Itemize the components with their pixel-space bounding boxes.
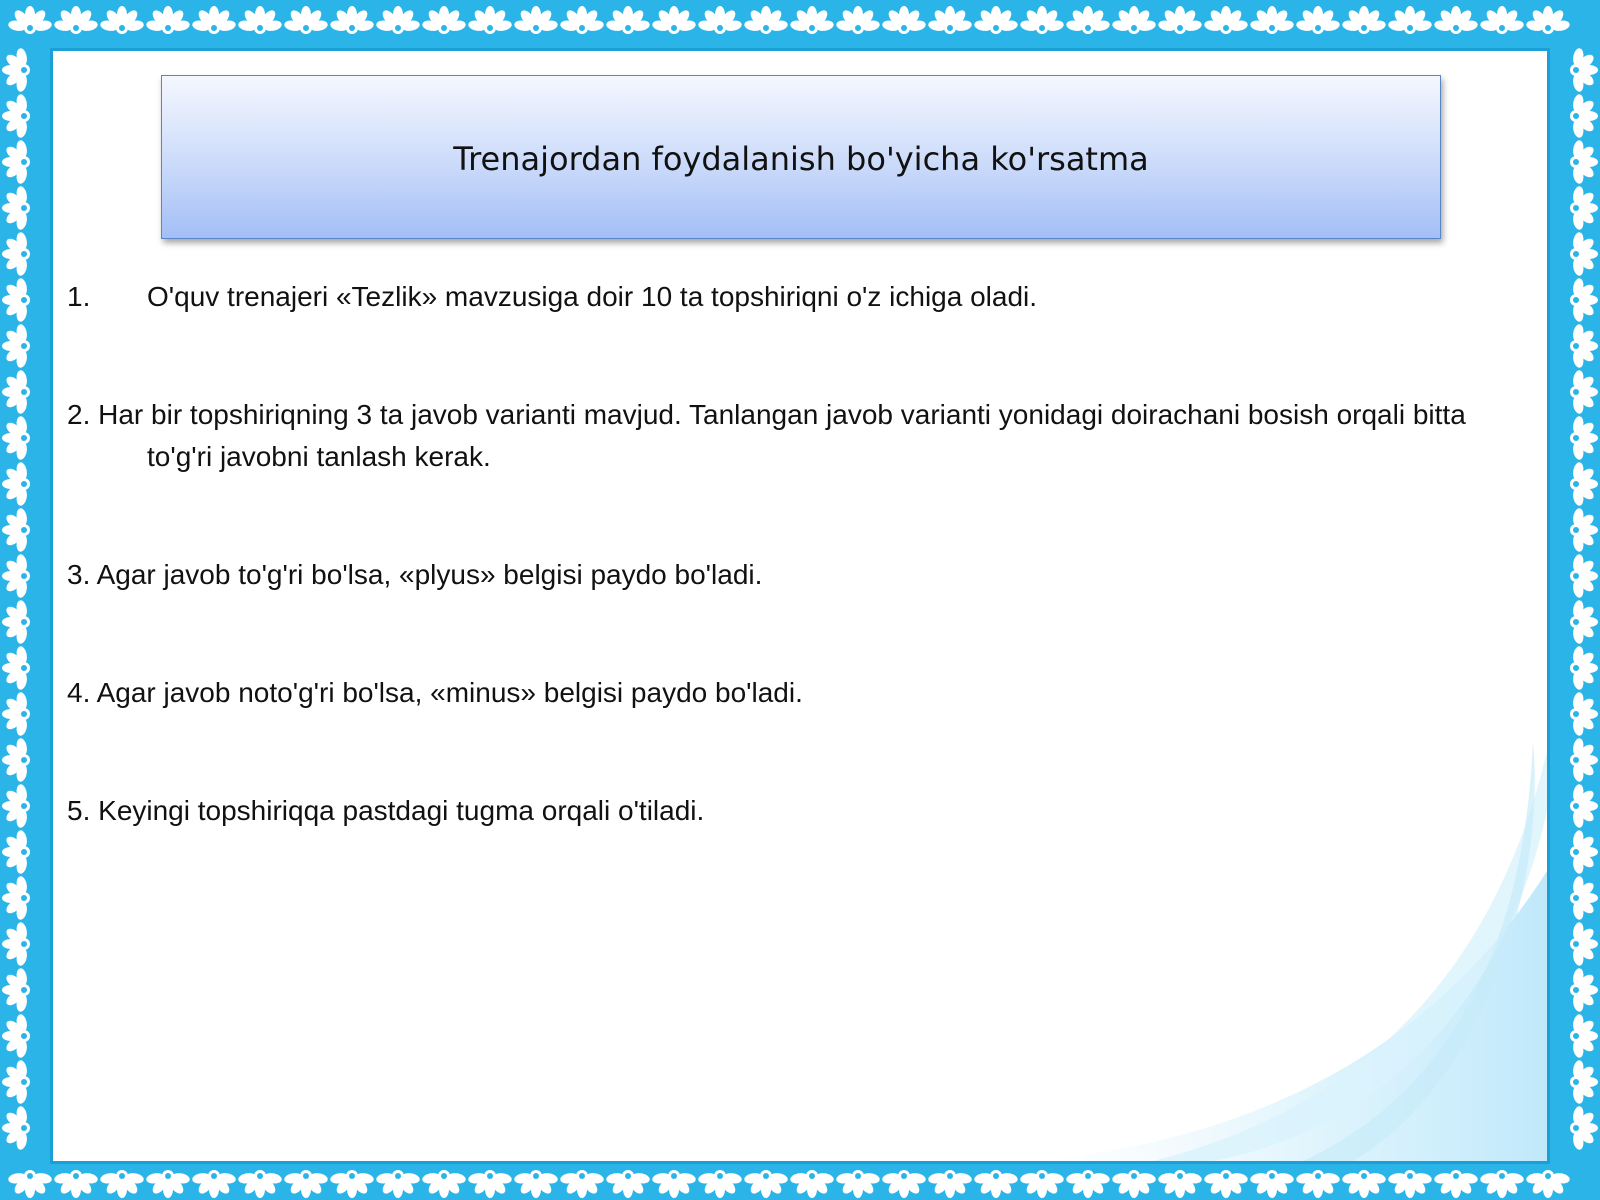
- flower-ornament-icon: [2, 139, 30, 184]
- flower-ornament-icon: [283, 6, 328, 34]
- list-item: [67, 276, 1527, 318]
- flower-ornament-icon: [1203, 1170, 1248, 1198]
- flower-ornament-icon: [1203, 6, 1248, 34]
- title-box: [161, 75, 1441, 239]
- flower-ornament-icon: [697, 1170, 742, 1198]
- flower-ornament-icon: [99, 1170, 144, 1198]
- flower-ornament-icon: [1295, 6, 1340, 34]
- flower-ornament-icon: [1111, 1170, 1156, 1198]
- flower-ornament-icon: [743, 6, 788, 34]
- item-number: 5.: [67, 795, 91, 826]
- flower-ornament-icon: [2, 553, 30, 598]
- flower-ornament-icon: [835, 6, 880, 34]
- list-item: [67, 790, 1527, 832]
- flower-ornament-icon: [927, 6, 972, 34]
- flower-ornament-icon: [927, 1170, 972, 1198]
- flower-ornament-icon: [743, 1170, 788, 1198]
- flower-ornament-icon: [467, 1170, 512, 1198]
- flower-ornament-icon: [2, 829, 30, 874]
- flower-ornament-icon: [1570, 691, 1598, 736]
- flower-ornament-icon: [99, 6, 144, 34]
- flower-ornament-icon: [1111, 6, 1156, 34]
- flower-ornament-icon: [881, 1170, 926, 1198]
- flower-ornament-icon: [1479, 6, 1524, 34]
- flower-ornament-icon: [1570, 875, 1598, 920]
- flower-ornament-icon: [1570, 507, 1598, 552]
- flower-ornament-icon: [7, 1170, 52, 1198]
- flower-ornament-icon: [651, 6, 696, 34]
- flower-ornament-icon: [2, 369, 30, 414]
- instruction-list: [67, 276, 1527, 832]
- flower-ornament-icon: [881, 6, 926, 34]
- flower-ornament-icon: [1157, 1170, 1202, 1198]
- flower-ornament-icon: [1570, 369, 1598, 414]
- flower-ornament-icon: [1065, 1170, 1110, 1198]
- flower-ornament-icon: [145, 1170, 190, 1198]
- flower-ornament-icon: [1570, 47, 1598, 92]
- flower-ornament-icon: [789, 6, 834, 34]
- flower-ornament-icon: [1570, 277, 1598, 322]
- flower-ornament-icon: [1570, 93, 1598, 138]
- flower-ornament-icon: [1341, 1170, 1386, 1198]
- flower-ornament-icon: [1157, 6, 1202, 34]
- flower-ornament-icon: [1570, 461, 1598, 506]
- flower-ornament-icon: [1570, 139, 1598, 184]
- content-panel: [50, 48, 1550, 1164]
- flower-ornament-icon: [329, 1170, 374, 1198]
- flower-ornament-icon: [237, 6, 282, 34]
- flower-ornament-icon: [2, 1105, 30, 1150]
- flower-ornament-icon: [1570, 737, 1598, 782]
- flower-ornament-icon: [2, 1013, 30, 1058]
- flower-ornament-icon: [559, 1170, 604, 1198]
- flower-ornament-icon: [2, 47, 30, 92]
- flower-ornament-icon: [559, 6, 604, 34]
- flower-ornament-icon: [329, 6, 374, 34]
- flower-ornament-icon: [1570, 921, 1598, 966]
- flower-ornament-icon: [1570, 185, 1598, 230]
- flower-ornament-icon: [2, 737, 30, 782]
- flower-ornament-icon: [1249, 6, 1294, 34]
- flower-ornament-icon: [2, 783, 30, 828]
- flower-ornament-icon: [2, 875, 30, 920]
- item-text: Agar javob to'g'ri bo'lsa, «plyus» belgisi paydo bo'ladi.: [96, 559, 763, 590]
- flower-ornament-icon: [1387, 1170, 1432, 1198]
- flower-ornament-icon: [2, 93, 30, 138]
- flower-ornament-icon: [283, 1170, 328, 1198]
- flower-ornament-icon: [605, 1170, 650, 1198]
- flower-ornament-icon: [1341, 6, 1386, 34]
- flower-ornament-icon: [53, 6, 98, 34]
- page-title: Trenajordan foydalanish bo'yicha ko'rsatma: [453, 140, 1149, 178]
- item-number: 2.: [67, 399, 91, 430]
- flower-ornament-icon: [375, 1170, 420, 1198]
- flower-ornament-icon: [2, 645, 30, 690]
- flower-ornament-icon: [1570, 231, 1598, 276]
- flower-ornament-icon: [2, 185, 30, 230]
- flower-ornament-icon: [2, 277, 30, 322]
- flower-ornament-icon: [651, 1170, 696, 1198]
- flower-ornament-icon: [375, 6, 420, 34]
- flower-ornament-icon: [2, 507, 30, 552]
- list-item: [67, 672, 1527, 714]
- flower-ornament-icon: [1019, 6, 1064, 34]
- flower-ornament-icon: [421, 6, 466, 34]
- item-number: 4.: [67, 677, 91, 708]
- flower-ornament-icon: [2, 231, 30, 276]
- flower-ornament-icon: [467, 6, 512, 34]
- list-item: [67, 554, 1527, 596]
- flower-ornament-icon: [1570, 1059, 1598, 1104]
- flower-ornament-icon: [697, 6, 742, 34]
- flower-ornament-icon: [2, 691, 30, 736]
- flower-ornament-icon: [835, 1170, 880, 1198]
- flower-ornament-icon: [2, 599, 30, 644]
- flower-ornament-icon: [237, 1170, 282, 1198]
- flower-ornament-icon: [605, 6, 650, 34]
- flower-ornament-icon: [421, 1170, 466, 1198]
- flower-ornament-icon: [1570, 967, 1598, 1012]
- flower-ornament-icon: [1479, 1170, 1524, 1198]
- flower-ornament-icon: [2, 1059, 30, 1104]
- flower-ornament-icon: [1570, 323, 1598, 368]
- flower-ornament-icon: [53, 1170, 98, 1198]
- flower-ornament-icon: [1570, 553, 1598, 598]
- flower-ornament-icon: [191, 1170, 236, 1198]
- flower-ornament-icon: [1570, 645, 1598, 690]
- flower-ornament-icon: [1570, 1105, 1598, 1150]
- flower-ornament-icon: [1570, 829, 1598, 874]
- flower-ornament-icon: [1019, 1170, 1064, 1198]
- item-text: Agar javob noto'g'ri bo'lsa, «minus» belgisi paydo bo'ladi.: [96, 677, 803, 708]
- flower-ornament-icon: [1570, 599, 1598, 644]
- item-text: Har bir topshiriqning 3 ta javob varianti mavjud. Tanlangan javob varianti yonidagi doirachani bosish orqali bitta to'g'ri javobni tanlash kerak.: [98, 399, 1466, 472]
- flower-ornament-icon: [513, 6, 558, 34]
- flower-ornament-icon: [513, 1170, 558, 1198]
- flower-ornament-icon: [2, 323, 30, 368]
- flower-ornament-icon: [1570, 415, 1598, 460]
- item-text: O'quv trenajeri «Tezlik» mavzusiga doir 10 ta topshiriqni o'z ichiga oladi.: [147, 281, 1038, 312]
- flower-ornament-icon: [1433, 1170, 1478, 1198]
- flower-ornament-icon: [1387, 6, 1432, 34]
- flower-ornament-icon: [1065, 6, 1110, 34]
- flower-ornament-icon: [1249, 1170, 1294, 1198]
- item-number: 1.: [67, 281, 91, 312]
- flower-ornament-icon: [1570, 1013, 1598, 1058]
- flower-ornament-icon: [2, 415, 30, 460]
- flower-ornament-icon: [1525, 6, 1570, 34]
- flower-ornament-icon: [2, 967, 30, 1012]
- flower-ornament-icon: [7, 6, 1570, 34]
- flower-ornament-icon: [2, 461, 30, 506]
- list-item: [67, 394, 1527, 478]
- flower-ornament-icon: [191, 6, 236, 34]
- item-number: 3.: [67, 559, 91, 590]
- flower-ornament-icon: [1295, 1170, 1340, 1198]
- flower-ornament-icon: [973, 1170, 1018, 1198]
- flower-ornament-icon: [1570, 783, 1598, 828]
- flower-ornament-icon: [1433, 6, 1478, 34]
- flower-ornament-icon: [789, 1170, 834, 1198]
- flower-ornament-icon: [973, 6, 1018, 34]
- flower-ornament-icon: [145, 6, 190, 34]
- flower-ornament-icon: [1525, 1170, 1570, 1198]
- flower-ornament-icon: [2, 921, 30, 966]
- flower-ornament-icon: [7, 6, 52, 34]
- item-text: Keyingi topshiriqqa pastdagi tugma orqali o'tiladi.: [98, 795, 705, 826]
